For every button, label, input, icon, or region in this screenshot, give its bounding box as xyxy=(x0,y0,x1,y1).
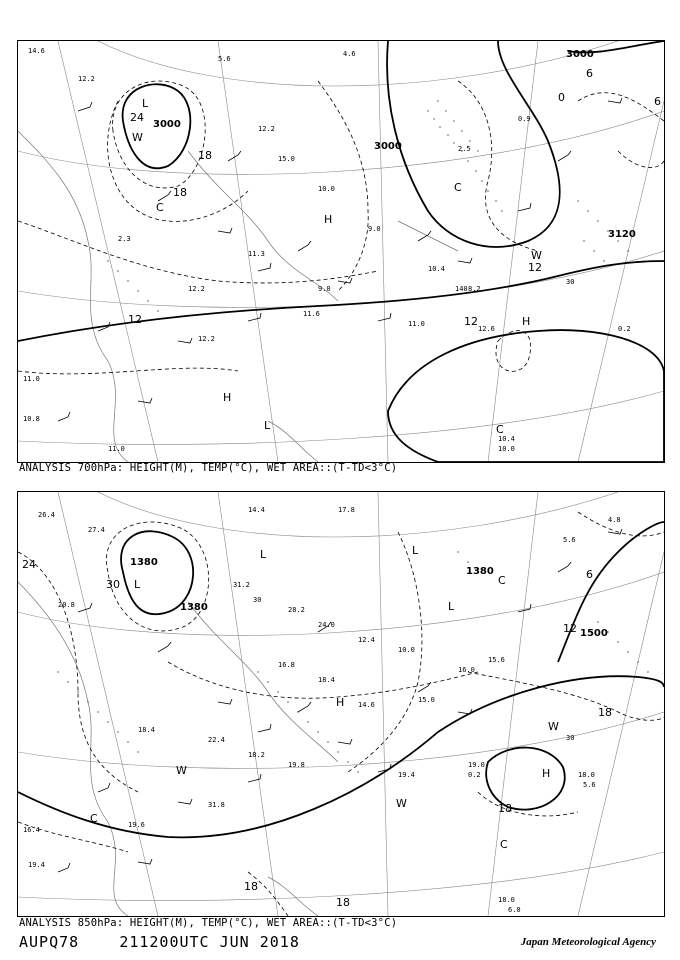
svg-text:19.4: 19.4 xyxy=(28,861,45,869)
svg-text:28.2: 28.2 xyxy=(288,606,305,614)
pressure-center: L xyxy=(448,600,455,613)
svg-text:11.0: 11.0 xyxy=(408,320,425,328)
svg-text:2.5: 2.5 xyxy=(458,145,471,153)
isotherm-label: 24 xyxy=(22,558,36,571)
svg-text:26.4: 26.4 xyxy=(38,511,55,519)
station-plots xyxy=(23,506,621,914)
isotherm-label: 30 xyxy=(106,578,120,591)
pressure-center: C xyxy=(498,574,506,587)
grid-label: 30 xyxy=(566,734,575,742)
wet-area-west xyxy=(57,671,138,752)
isotherm-label: 12 xyxy=(464,315,478,328)
pressure-center: W xyxy=(396,797,407,810)
svg-text:19.4: 19.4 xyxy=(398,771,415,779)
svg-text:15.0: 15.0 xyxy=(278,155,295,163)
isotherm-label: 18 xyxy=(336,896,350,909)
svg-text:8.2: 8.2 xyxy=(468,285,481,293)
pressure-center: L xyxy=(264,419,271,432)
svg-text:0.9: 0.9 xyxy=(518,115,531,123)
svg-text:31.8: 31.8 xyxy=(208,801,225,809)
map-850hpa xyxy=(18,492,664,916)
svg-text:9.0: 9.0 xyxy=(368,225,381,233)
svg-text:11.0: 11.0 xyxy=(108,445,125,453)
svg-text:18.4: 18.4 xyxy=(138,726,155,734)
height-label: 1380 xyxy=(466,566,494,577)
isotherm-label: 12 xyxy=(528,261,542,274)
svg-text:12.2: 12.2 xyxy=(78,75,95,83)
isotherm-label: 6 xyxy=(586,568,593,581)
height-label: 1500 xyxy=(580,628,608,639)
height-contours xyxy=(18,41,664,462)
chart-datetime: 211200UTC JUN 2018 xyxy=(119,933,300,951)
isotherm-label: 0 xyxy=(558,91,565,104)
svg-text:19.8: 19.8 xyxy=(288,761,305,769)
svg-text:24.0: 24.0 xyxy=(318,621,335,629)
svg-text:31.2: 31.2 xyxy=(233,581,250,589)
coastline xyxy=(18,582,338,916)
svg-text:5.6: 5.6 xyxy=(563,536,576,544)
height-contours xyxy=(18,522,664,837)
isotherm-label: 18 xyxy=(598,706,612,719)
height-label: 3000 xyxy=(374,141,402,152)
pressure-center: H xyxy=(223,391,232,404)
grid-label: 140 xyxy=(455,285,468,293)
caption-700hpa: ANALYSIS 700hPa: HEIGHT(M), TEMP(°C), WET AREA::(T-TD<3°C) xyxy=(19,462,398,474)
svg-text:4.6: 4.6 xyxy=(343,50,356,58)
pressure-center: C xyxy=(454,181,462,194)
svg-text:5.6: 5.6 xyxy=(583,781,596,789)
pressure-center: C xyxy=(90,812,98,825)
svg-text:4.8: 4.8 xyxy=(608,516,621,524)
pressure-center: W xyxy=(531,249,542,262)
isotherm-label: 6 xyxy=(586,67,593,80)
caption-850hpa: ANALYSIS 850hPa: HEIGHT(M), TEMP(°C), WET AREA::(T-TD<3°C) xyxy=(19,917,398,929)
svg-text:9.0: 9.0 xyxy=(318,285,331,293)
height-label: 1380 xyxy=(180,602,208,613)
svg-text:16.4: 16.4 xyxy=(23,826,40,834)
svg-text:11.3: 11.3 xyxy=(248,250,265,258)
grid-label: 30 xyxy=(566,278,575,286)
isotherm-label: 12 xyxy=(563,622,577,635)
analysis-700hpa-chart xyxy=(17,40,665,463)
svg-text:15.6: 15.6 xyxy=(488,656,505,664)
isotherm-label: 18 xyxy=(498,802,512,815)
svg-text:11.6: 11.6 xyxy=(303,310,320,318)
svg-text:2.3: 2.3 xyxy=(118,235,131,243)
svg-text:10.0: 10.0 xyxy=(318,185,335,193)
svg-text:18.0: 18.0 xyxy=(578,771,595,779)
svg-text:14.4: 14.4 xyxy=(248,506,265,514)
isotherm-label: 6 xyxy=(654,95,661,108)
wet-area-dots xyxy=(57,551,648,782)
svg-text:18.4: 18.4 xyxy=(318,676,335,684)
svg-text:19.0: 19.0 xyxy=(468,761,485,769)
wet-area-central xyxy=(257,671,368,782)
svg-text:27.4: 27.4 xyxy=(88,526,105,534)
graticule xyxy=(18,41,664,462)
analysis-850hpa-chart xyxy=(17,491,665,917)
chart-code-and-time xyxy=(19,933,300,951)
svg-text:10.4: 10.4 xyxy=(428,265,445,273)
height-label: 3000 xyxy=(153,119,181,130)
svg-text:5.6: 5.6 xyxy=(218,55,231,63)
height-label: 3000 xyxy=(566,49,594,60)
svg-text:14.6: 14.6 xyxy=(358,701,375,709)
pressure-center: C xyxy=(156,201,164,214)
pressure-center: W xyxy=(176,764,187,777)
map-700hpa xyxy=(18,41,664,462)
isotherms xyxy=(18,512,664,916)
pressure-center: L xyxy=(260,548,267,561)
isotherm-label: 18 xyxy=(198,149,212,162)
chart-code: AUPQ78 xyxy=(19,933,80,951)
svg-text:17.8: 17.8 xyxy=(338,506,355,514)
svg-text:0.2: 0.2 xyxy=(468,771,481,779)
svg-text:10.0: 10.0 xyxy=(398,646,415,654)
pressure-center: W xyxy=(132,131,143,144)
svg-text:18.2: 18.2 xyxy=(248,751,265,759)
svg-text:16.0: 16.0 xyxy=(458,666,475,674)
svg-text:12.2: 12.2 xyxy=(188,285,205,293)
pressure-center: H xyxy=(324,213,333,226)
isotherm-label: 18 xyxy=(173,186,187,199)
svg-text:6.0: 6.0 xyxy=(508,906,521,914)
agency-name: Japan Meteorological Agency xyxy=(520,936,656,948)
svg-text:18.0: 18.0 xyxy=(498,896,515,904)
svg-text:19.6: 19.6 xyxy=(128,821,145,829)
svg-text:20.8: 20.8 xyxy=(58,601,75,609)
svg-text:11.0: 11.0 xyxy=(23,375,40,383)
svg-text:12.6: 12.6 xyxy=(478,325,495,333)
svg-text:12.4: 12.4 xyxy=(358,636,375,644)
svg-text:15.0: 15.0 xyxy=(418,696,435,704)
svg-text:10.8: 10.8 xyxy=(23,415,40,423)
isotherm-label: 12 xyxy=(128,313,142,326)
svg-text:0.2: 0.2 xyxy=(618,325,631,333)
pressure-center: L xyxy=(134,578,141,591)
svg-text:22.4: 22.4 xyxy=(208,736,225,744)
svg-text:12.2: 12.2 xyxy=(258,125,275,133)
svg-text:30: 30 xyxy=(253,596,262,604)
height-label: 3120 xyxy=(608,229,636,240)
svg-text:10.0: 10.0 xyxy=(498,445,515,453)
height-label: 1380 xyxy=(130,557,158,568)
svg-text:16.8: 16.8 xyxy=(278,661,295,669)
isotherm-label: 18 xyxy=(244,880,258,893)
isotherm-label: 24 xyxy=(130,111,144,124)
pressure-center: W xyxy=(548,720,559,733)
svg-text:14.6: 14.6 xyxy=(28,47,45,55)
pressure-center: H xyxy=(522,315,531,328)
pressure-center: H xyxy=(336,696,345,709)
pressure-center: C xyxy=(496,423,504,436)
pressure-center: L xyxy=(412,544,419,557)
pressure-center: H xyxy=(542,767,551,780)
svg-text:10.4: 10.4 xyxy=(498,435,515,443)
pressure-center: L xyxy=(142,97,149,110)
svg-text:12.2: 12.2 xyxy=(198,335,215,343)
pressure-center: C xyxy=(500,838,508,851)
